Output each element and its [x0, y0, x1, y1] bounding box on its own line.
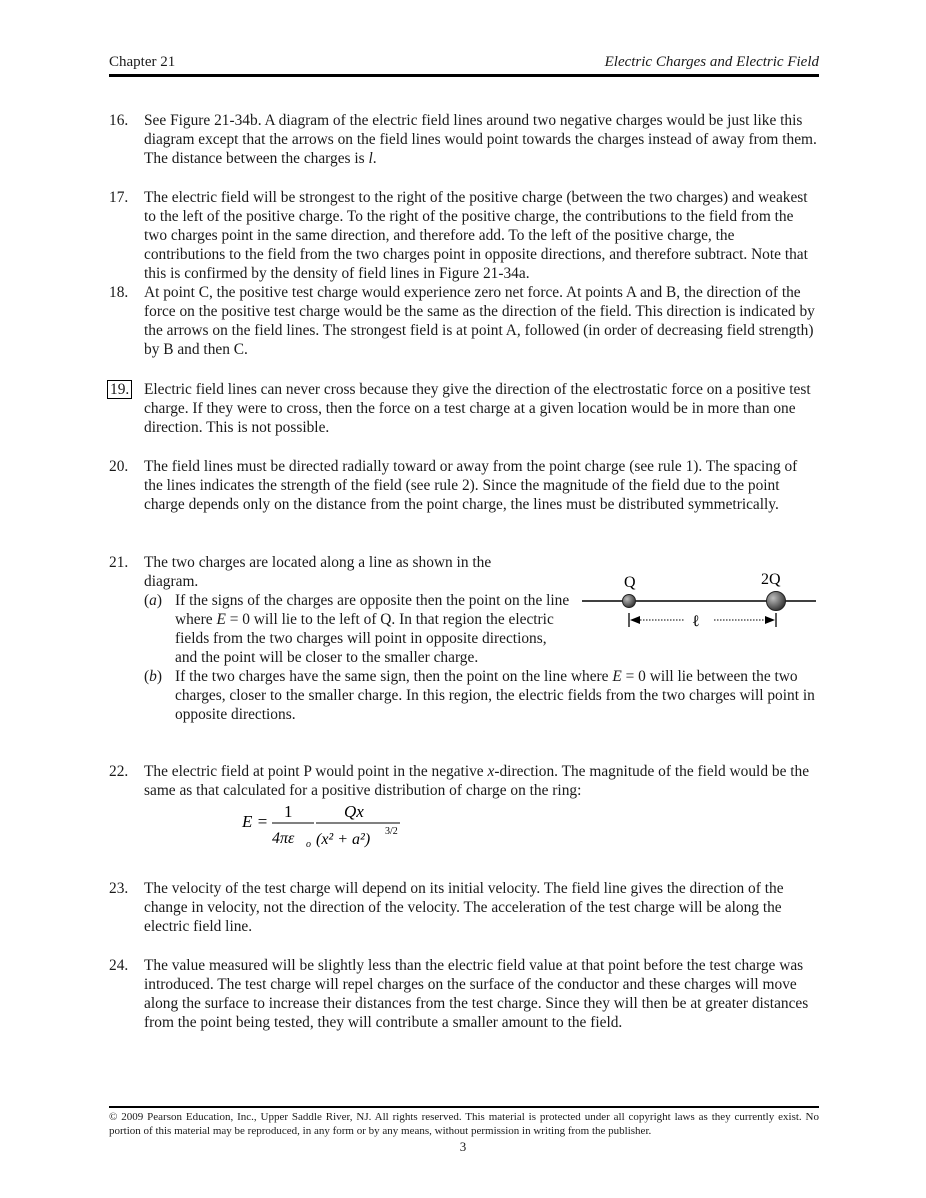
answer-text: Electric field lines can never cross because they give the direction of the electrostatic force on a positive test charge. If they were to cross, then the force on a test charge at a given location would be in more than one direction. This is not possible. [144, 381, 811, 436]
answer-text: The electric field at point P would point in the negative x-direction. The magnitude of the field would be the same as that calculated for a positive distribution of charge on the ring: [144, 763, 810, 799]
answer-18 [109, 283, 819, 359]
fraction1-numerator: 1 [284, 802, 293, 821]
answer-text: The field lines must be directed radially toward or away from the point charge (see rule 1). The spacing of the lines indicates the strength of the field (see rule 2). Since the magnitude of the field due to the point charge depends only on the distance from the point charge, the lines must be distributed symmetrically. [144, 458, 798, 513]
dim-arrow-left [630, 616, 640, 624]
distance-label: ℓ [692, 613, 700, 630]
part-label: (b) [144, 668, 162, 685]
answer-number: 24. [109, 957, 129, 974]
charges-diagram [580, 568, 820, 638]
charge-2q-label: 2Q [761, 571, 781, 588]
answer-number: 23. [109, 880, 129, 897]
charge-q-label: Q [624, 574, 636, 591]
page-number: 3 [459, 1139, 467, 1154]
part-label: (a) [144, 592, 162, 609]
answer-number: 21. [109, 554, 129, 571]
header-rule [109, 74, 819, 77]
boxed-answer-number: 19. [107, 380, 132, 399]
answer-16 [109, 111, 819, 168]
answer-number: 20. [109, 458, 129, 475]
answer-intro: The two charges are located along a line as shown in the diagram. [144, 554, 492, 590]
charge-q [623, 595, 636, 608]
answer-20 [109, 457, 819, 514]
fraction2-exponent: 3/2 [385, 826, 398, 837]
part-b: (b) If the two charges have the same sign, then the point on the line where E = 0 will lie between the two charges, closer to the smaller charge. In this region, the electric fields from the two charges will point in opposite directions. [144, 668, 815, 723]
answer-text: The velocity of the test charge will depend on its initial velocity. The field line gives the direction of the change in velocity, not the direction of the velocity. The acceleration of the test charge will be along the electric field line. [144, 880, 784, 935]
fraction2-numerator: Qx [344, 802, 364, 821]
answer-number: 22. [109, 763, 129, 780]
part-a: (a) If the signs of the charges are opposite then the point on the line where E = 0 will lie to the left of Q. In that region the electric fields from the two charges will point in opposite directions, and the point will be closer to the smaller charge. [144, 592, 570, 666]
fraction1-denominator: 4πε [272, 830, 295, 847]
answer-number: 17. [109, 189, 129, 206]
equation-lhs: E = [242, 812, 269, 831]
chapter-title: Electric Charges and Electric Field [604, 54, 819, 70]
footer-rule [109, 1106, 819, 1108]
chapter-label: Chapter 21 [109, 54, 176, 70]
answer-text: At point C, the positive test charge would experience zero net force. At points A and B, the direction of the force on the positive test charge would be the same as the direction of the field. This direction is indicated by the arrows on the field lines. The strongest field is at point A, followed (in order of decreasing field strength) by B and then C. [144, 284, 815, 358]
field-equation [240, 798, 420, 854]
fraction2-denominator: (x² + a²) [316, 831, 371, 848]
page-header [109, 52, 819, 74]
answer-19 [109, 380, 819, 437]
answer-23 [109, 879, 819, 936]
dim-arrow-right [765, 616, 775, 624]
answer-text: See Figure 21-34b. A diagram of the electric field lines around two negative charges would be just like this diagram except that the arrows on the field lines would point towards the charges instead of away from them. The distance between the charges is l. [144, 112, 817, 167]
answer-17 [109, 188, 819, 283]
answer-22 [109, 762, 819, 800]
charge-2q [767, 592, 786, 611]
answer-number: 18. [109, 284, 129, 301]
fraction1-subscript: o [306, 839, 311, 850]
answer-number: 16. [109, 112, 129, 129]
answer-text: The electric field will be strongest to the right of the positive charge (between the two charges) and weakest to the left of the positive charge. To the right of the positive charge, the contributions to the field from the two charges point in the same direction, and therefore add. To the left of the positive charge, the contributions to the field from the two charges point in opposite directions, and therefore subtract. Note that this is confirmed by the density of field lines in Figure 21-34a. [144, 189, 808, 282]
answer-text: The value measured will be slightly less than the electric field value at that point before the test charge was introduced. The test charge will repel charges on the surface of the conductor and these charges will move along the surface to increase their distances from the test charge. Since they will then be at greater distances from the point being tested, they will contribute a smaller amount to the field. [144, 957, 809, 1031]
copyright-footer: © 2009 Pearson Education, Inc., Upper Saddle River, NJ. All rights reserved. This material is protected under all copyright laws as they currently exist. No portion of this material may be reproduced, in any form or by any means, without permission in writing from the publisher. [109, 1111, 819, 1137]
answer-24 [109, 956, 819, 1032]
